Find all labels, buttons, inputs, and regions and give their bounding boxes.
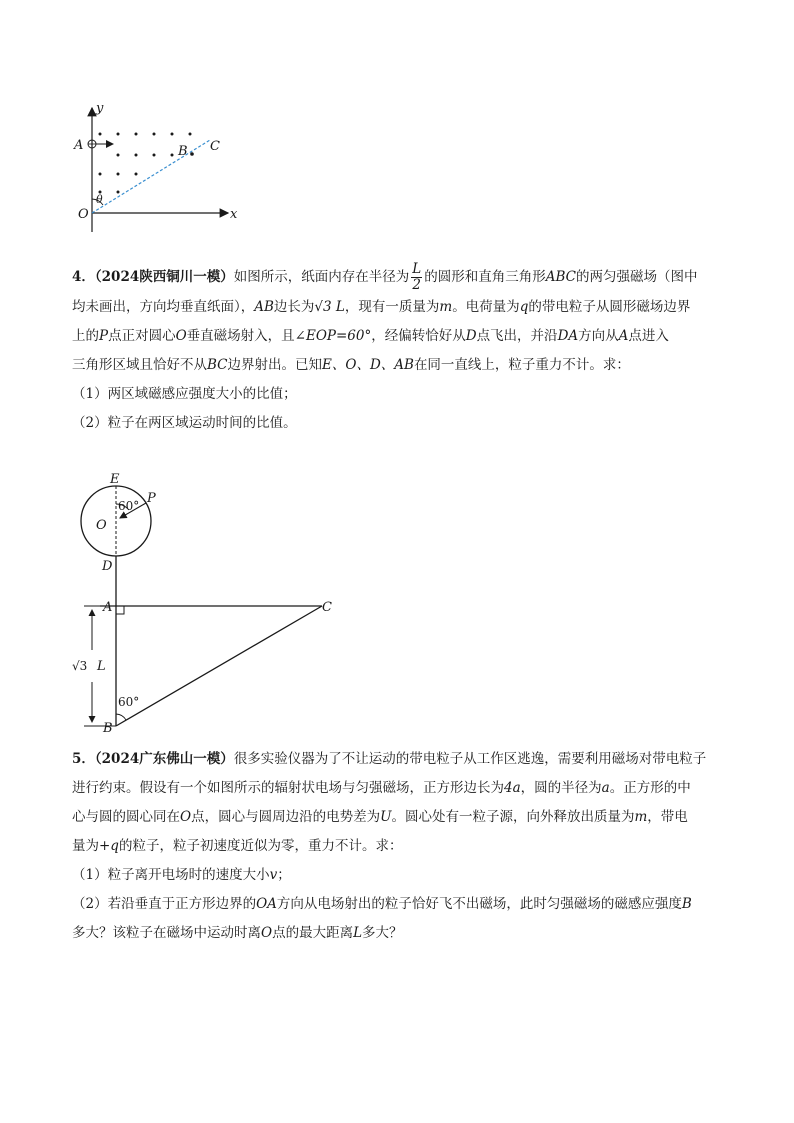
question-5-part-2: （2）若沿垂直于正方形边界的OA方向从电场射出的粒子恰好飞不出磁场，此时匀强磁场的磁感应强度B: [72, 896, 692, 912]
magnetic-field-dots: [99, 133, 194, 194]
question-4-source: （2024陕西铜川一模）: [94, 269, 234, 285]
label-angle-top: 60°: [118, 499, 140, 513]
figure-1-diagram: [70, 100, 250, 235]
line-oc: [92, 140, 210, 213]
question-5-source: （2024广东佛山一模）: [94, 751, 234, 767]
question-5-part-1: （1）粒子离开电场时的速度大小v；: [72, 867, 291, 883]
label-o: O: [96, 518, 107, 533]
question-4-body: 4．（2024陕西铜川一模）如图所示，纸面内存在半径为 $\frac{L}{2}$ 的圆形和直角三角形ABC的两匀强磁场（图中: [72, 261, 698, 293]
label-p: P: [147, 491, 156, 506]
question-4-number: 4．: [72, 269, 95, 285]
label-c: C: [210, 139, 220, 154]
figure-circle-and-triangle: [70, 470, 350, 740]
x-axis-label: x: [230, 207, 238, 222]
label-o: O: [78, 207, 89, 222]
figure-2-diagram: [70, 470, 350, 740]
label-b: B: [178, 144, 188, 159]
side-bc: [116, 606, 322, 726]
label-c: C: [322, 600, 332, 615]
label-a: A: [74, 138, 84, 153]
question-4: 4．（2024陕西铜川一模）如图所示，纸面内存在半径为 $\frac{L}{2}$ 的圆形和直角三角形ABC的两匀强磁场（图中 均未画出，方向均垂直纸面），AB边长为√3 L，现有一质量为m。电荷量为q的带电粒子从圆形磁场边界 上的P点正对圆心O垂直磁场射入，且∠EOP=60°，经偏转恰好从D点飞出，并沿DA方向从A点进入 三角形区域且恰好不从BC边界射出。已知E、O、D、AB在同一直线上，粒子重力不计。求： （1）两区域磁感应强度大小的比值； （2）粒子在两区域运动时间的比值。: [72, 262, 722, 438]
question-4-part-1: （1）两区域磁感应强度大小的比值；: [72, 386, 297, 402]
label-sqrt3: √3: [72, 659, 88, 673]
question-5-number: 5．: [72, 751, 95, 767]
label-d: D: [102, 559, 113, 574]
label-e: E: [110, 472, 120, 487]
right-angle-mark: [116, 606, 124, 614]
label-angle-bottom: 60°: [118, 695, 140, 709]
y-axis-label: y: [96, 101, 104, 116]
fraction-l-over-2: $\frac{L}{2}$: [412, 261, 422, 293]
figure-magnetic-field-region: [70, 100, 250, 235]
label-l: L: [97, 659, 106, 674]
label-a: A: [103, 600, 113, 615]
question-4-part-2: （2）粒子在两区域运动时间的比值。: [72, 415, 297, 431]
label-theta: θ: [96, 193, 103, 206]
label-b: B: [103, 721, 113, 736]
question-5: 5．（2024广东佛山一模）很多实验仪器为了不让运动的带电粒子从工作区逃逸，需要利用磁场对带电粒子 进行约束。假设有一个如图所示的辐射状电场与匀强磁场，正方形边长为4a，圆的半径为a。正方形的中 心与圆的圆心同在O点，圆心与圆周边沿的电势差为U。圆心处有一粒子源，向外释放出质量为m，带电 量为+q的粒子，粒子初速度近似为零，重力不计。求： （1）粒子离开电场时的速度大小v； （2）若沿垂直于正方形边界的OA方向从电场射出的粒子恰好飞不出磁场，此时匀强磁场的磁感应强度B 多大？该粒子在磁场中运动时离O点的最大距离L多大？: [72, 745, 722, 948]
